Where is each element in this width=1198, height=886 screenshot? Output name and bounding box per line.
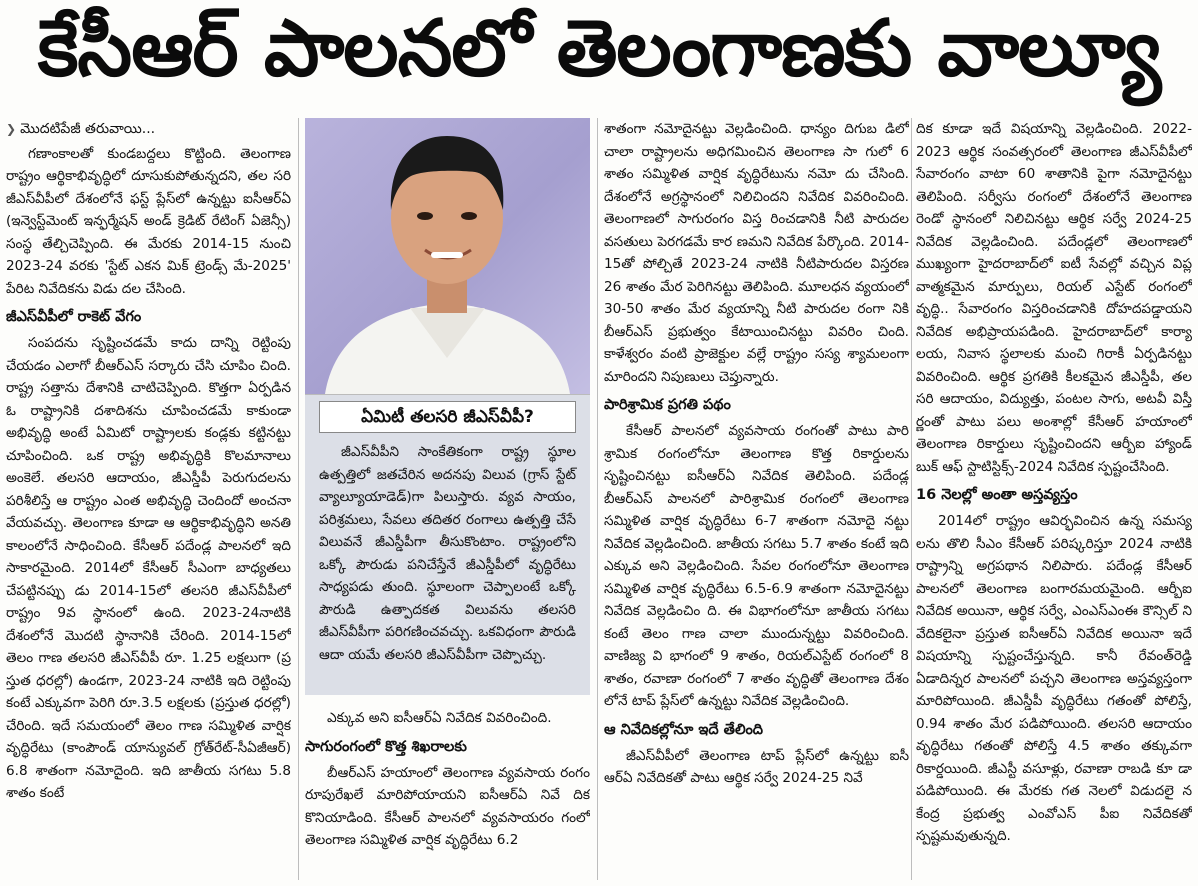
article-column-2 <box>305 707 590 882</box>
subheading: ఆ నివేదికల్లోనూ ఇదే తేలింది <box>604 721 764 738</box>
portrait-photo <box>305 118 590 394</box>
paragraph: సంపదను సృష్టించడమే కాదు దాన్ని రెట్టింపు చేయడం ఎలాగో బీఆర్ఎస్ సర్కారు చేసి చూపిం చింది. రాష్ట్ర సత్తాను దేశానికి చాటిచెప్పింది. కొత్తగా ఏర్పడిన ఓ రాష్ట్రానికి దశాదిశను చూపించడమే కాకుండా అభివృద్ధి అంటే ఏమిటో రాష్ట్రాలకు కండ్లకు కట్టినట్టు చూపించింది. ఒక రాష్ట్ర అభివృద్ధికి కొలమానాలు అంకెలే. తలసరి ఆదాయం, జీఎస్డీపీ పెరుగుదలను పరిశీలిస్తే ఆ రాష్ట్రం ఎంత అభివృద్ధి చెందిందో అంచనా వేయవచ్చు. తెలంగాణ కూడా ఆ ఆర్థికాభివృద్ధిని అనతి కాలంలోనే సాధించింది. కేసీఆర్ పదేండ్ల పాలనలో ఇది సాకారమైంది. 2014లో కేసీఆర్ సీఎంగా బాధ్యతలు చేపట్టినప్పు డు 2014-15లో తలసరి జీఎస్‌వీపీలో రాష్ట్రం 9వ స్థానంలో ఉంది. 2023-24నాటికి దేశంలోనే మొదటి స్థానానికి చేరింది. 2014-15లో తెలం గాణ తలసరి జీఎస్‌వీపీ రూ. 1.25 లక్షలుగా (ప్ర స్తుత ధరల్లో) ఉండగా, 2023-24 నాటికి ఇది రెట్టింపు కంటే ఎక్కువగా పెరిగి రూ.3.5 లక్షలకు (ప్రస్తుత ధరల్లో) చేరింది. ఇదే సమయంలో తెలం గాణ సమ్మిళిత వార్షిక వృద్ధిరేటు (కాంపౌండ్ యాన్యువల్ గ్రోత్‌రేట్-సీఏజీఆర్) 6.8 శాతంగా నమోదైంది. ఇది జాతీయ సగటు 5.8 శాతం కంటే <box>6 335 291 801</box>
column-divider <box>597 118 598 880</box>
column-divider <box>911 118 912 880</box>
paragraph: గణాంకాలతో కుండబద్దలు కొట్టింది. తెలంగాణ రాష్ట్రం ఆర్థికాభివృద్ధిలో దూసుకుపోతున్నదని, తల సరి జీఎస్‌వీపీలో దేశంలోనే ఫస్ట్ ప్లేస్‌లో ఉన్నట్టు ఐసీఆర్ఏ (ఇన్వెస్ట్‌మెంట్ ఇన్ఫర్మేషన్ అండ్ క్రెడిట్ రేటింగ్ ఏజెన్సీ) సంస్థ తేల్చిచెప్పింది. ఈ మేరకు 2014-15 నుంచి 2023-24 వరకు 'స్టేట్ ఎకన మిక్ ట్రెండ్స్ మే-2025' పేరిట నివేదికను విడు దల చేసింది. <box>6 145 291 297</box>
paragraph: 2014లో రాష్ట్రం ఆవిర్భవించిన ఉన్న సమస్య లను తొలి సీఎం కేసీఆర్ పరిష్కరిస్తూ 2024 నాటికి రాష్ట్రాన్ని అగ్రపథాన నిలిపారు. పదేండ్ల కేసీఆర్ పాలనలో తెలంగాణ బంగారమయమైంది. ఆర్బీఐ నివేదిక అయినా, ఆర్థిక సర్వే, ఎంఎస్ఎంఈ కౌన్సిల్ ని వేదికలైనా ప్రస్తుత ఐసీఆర్ఏ నివేదిక అయినా ఇదే విషయాన్ని స్పష్టంచేస్తున్నది. కానీ రేవంత్‌రెడ్డి ఏడాదిన్నర పాలనలో పచ్చని తెలంగాణ అస్తవ్యస్తంగా మారిపోయింది. జీఎస్డీపీ వృద్ధిరేటు గతంతో పోలిస్తే, 0.94 శాతం మేర పడిపోయింది. తలసరి ఆదాయం వృద్ధిరేటు గతంతో పోలిస్తే 4.5 శాతం తక్కువగా రికార్డయింది. జీఎస్టీ వసూళ్లు, రవాణా రాబడి కూ డా పడిపోయింది. ఈ మేరకు గత నెలలో విడుదలై న కేంద్ర ప్రభుత్వ ఎంవోఎస్ పీఐ నివేదికతో స్పష్టమవుతున్నది. <box>916 513 1192 844</box>
article-column-4 <box>916 118 1192 882</box>
info-box <box>305 394 590 695</box>
column-divider <box>298 118 299 880</box>
chevron-right-icon: ❯ <box>6 122 17 136</box>
paragraph: జీఎస్‌వీపీని సాంకేతికంగా రాష్ట్ర స్థూల ఉత్పత్తిలో జతచేరిన అదనపు విలువ (గ్రాస్ స్టేట్ వ్యాల్యూయాడెడ్)గా పిలుస్తారు. వ్యవ సాయం, పరిశ్రమలు, సేవలు తదితర రంగాలు ఉత్పత్తి చేసే విలువనే జీఎస్డీపీగా తీసుకొంటాం. రాష్ట్రంలోని ఒక్కో పౌరుడు పనిచేస్తేనే జీఎస్డీపీలో వృద్ధిరేటు సాధ్యపడు తుంది. స్థూలంగా చెప్పాలంటే ఒక్కో పౌరుడి ఉత్పాదకత విలువను తలసరి జీఎస్‌వీపీగా పరిగణించవచ్చు. ఒకవిధంగా పౌరుడి ఆదా యమే తలసరి జీఎస్‌వీపీగా చెప్పొచ్చు. <box>319 444 576 663</box>
paragraph: ఎక్కువ అని ఐసీఆర్ఏ నివేదిక వివరించింది. <box>327 710 552 726</box>
info-box-body <box>305 437 590 670</box>
continuation-kicker <box>6 118 291 141</box>
subheading: సాగురంగంలో కొత్త శిఖరాలకు <box>305 738 467 755</box>
subheading: పారిశ్రామిక ప్రగతి పథం <box>604 397 731 413</box>
article-column-3 <box>604 118 909 882</box>
portrait-illustration <box>305 118 590 394</box>
subheading: జీఎస్‌వీపీలో రాకెట్ వేగం <box>6 309 142 325</box>
paragraph: శాతంగా నమోదైనట్టు వెల్లడించింది. ధాన్యం దిగుబ డిలో చాలా రాష్ట్రాలను అధిగమించిన తెలంగాణ సా గులో 6 శాతం సమ్మిళిత వార్షిక వృద్ధిరేటును నమో దు చేసింది. దేశంలోనే అగ్రస్థానంలో నిలిచిందని నివేదిక వివరించింది. తెలంగాణలో సాగురంగం విస్త రించడానికి నీటి పారుదల వసతులు పెరగడమే కార ణమని నివేదిక పేర్కొంది. 2014-15తో పోల్చితే 2023-24 నాటికి నీటిపారుదల విస్తరణ 26 శాతం మేర పెరిగినట్టు తెలిపింది. మూలధన వ్యయంలో 30-50 శాతం మేర వ్యయాన్ని నీటి పారుదల రంగా నికి బీఆర్ఎస్ ప్రభుత్వం కేటాయించినట్టు వివరిం చింది. కాళేశ్వరం వంటి ప్రాజెక్టుల వల్లే రాష్ట్రం సస్య శ్యామలంగా మారిందని నిపుణులు చెప్తున్నారు. <box>604 121 909 385</box>
paragraph: కేసీఆర్ పాలనలో వ్యవసాయ రంగంతో పాటు పారి శ్రామిక రంగంలోనూ తెలంగాణ కొత్త రికార్డులను సృష్టించినట్టు ఐసీఆర్ఏ నివేదిక తెలిపింది. పదేండ్ల బీఆర్ఎస్ పాలనలో పారిశ్రామిక రంగంలో తెలంగాణ సమ్మిళిత వార్షిక వృద్ధిరేటు 6-7 శాతంగా నమోదై నట్టు నివేదిక వెల్లడించింది. జాతీయ సగటు 5.7 శాతం కంటే ఇది ఎక్కువ అని వెల్లడించింది. సేవల రంగంలోనూ తెలంగాణ సమ్మిళిత వార్షిక వృద్ధిరేటు 6.5-6.9 శాతంగా నమోదైనట్టు నివేదిక వెల్లడించిం ది. ఈ విభాగంలోనూ జాతీయ సగటు కంటే తెలం గాణ చాలా ముందున్నట్టు వివరించింది. వాణిజ్య వి భాగంలో 9 శాతం, రియల్‌ఎస్టేట్ రంగంలో 8 శాతం, రవాణా రంగంలో 7 శాతం వృద్ధితో తెలంగాణ దేశం లోనే టాప్ ప్లేస్‌లో ఉన్నట్టు నివేదిక వెల్లడించింది. <box>604 423 909 709</box>
subheading: 16 నెలల్లో అంతా అస్తవ్యస్తం <box>916 487 1078 503</box>
info-box-title: ఏమిటీ తలసరి జీఎస్‌వీపీ? <box>319 401 576 433</box>
paragraph: బీఆర్ఎస్ హయాంలో తెలంగాణ వ్యవసాయ రంగం రూపురేఖలే మారిపోయాయని ఐసీఆర్ఏ నివే దిక కొనియాడింది. కేసీఆర్ పాలనలో వ్యవసాయరం గంలో తెలంగాణ సమ్మిళిత వార్షిక వృద్ధిరేటు 6.2 <box>305 764 590 848</box>
paragraph: జీఎస్‌వీపీలో తెలంగాణ టాప్ ప్లేస్‌లో ఉన్నట్టు ఐసీ ఆర్ఏ నివేదికతో పాటు ఆర్థిక సర్వే 2024-25 నివే <box>604 747 909 786</box>
kicker-text: మొదటిపేజీ తరువాయి... <box>20 121 156 137</box>
paragraph: దిక కూడా ఇదే విషయాన్ని వెల్లడించింది. 2022-2023 ఆర్థిక సంవత్సరంలో తెలంగాణ జీఎస్‌వీపీలో సేవారంగం వాటా 60 శాతానికి పైగా నమోదైనట్టు తెలిపింది. సర్వీసు రంగంలో దేశంలోనే తెలంగాణ రెండో స్థానంలో నిలిచినట్టు ఆర్థిక సర్వే 2024-25 నివేదిక వెల్లడించింది. పదేండ్లలో తెలంగాణలో ముఖ్యంగా హైదరాబాద్‌లో ఐటీ సేవల్లో వచ్చిన విప్ల వాత్మకమైన మార్పులు, రియల్ ఎస్టేట్ రంగంలో వృద్ధి.. సేవారంగం విస్తరించడానికి దోహదపడ్డాయని నివేదిక అభిప్రాయపడింది. హైదరాబాద్‌లో కార్యా లయ, నివాస స్థలాలకు మంచి గిరాకీ ఏర్పడినట్టు వివరించింది. ఆర్థిక ప్రగతికి కీలకమైన జీఎస్డీపీ, తల సరి ఆదాయం, విద్యుత్తు, పంటల సాగు, అటవీ విస్తీ ర్ణంతో పాటు పలు అంశాల్లో కేసీఆర్ హయాంలో తెలంగాణ రికార్డులు సృష్టించిందని ఆర్బీఐ హ్యాండ్ బుక్ ఆఫ్ స్టాటిస్టిక్స్-2024 నివేదిక స్పష్టంచేసింది. <box>916 121 1192 475</box>
article-column-1 <box>6 118 291 882</box>
headline: కేసీఆర్ పాలనలో తెలంగాణకు వాల్యూ <box>37 3 1161 94</box>
